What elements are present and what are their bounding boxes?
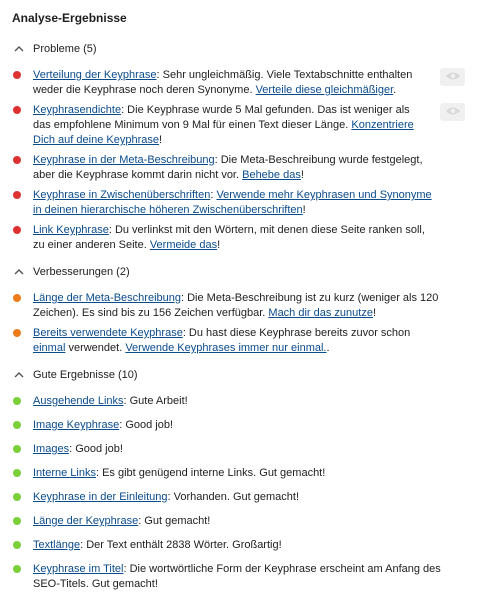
eye-icon — [445, 106, 461, 119]
status-dot-good — [13, 445, 21, 453]
inline-link[interactable]: einmal — [33, 342, 66, 354]
status-dot-good — [13, 469, 21, 477]
assessment-link[interactable]: Verteilung der Keyphrase — [33, 69, 157, 81]
list-item: Image Keyphrase: Good job! — [13, 418, 433, 433]
status-dot-problem — [13, 156, 21, 164]
status-dot-good — [13, 493, 21, 501]
list-item: Länge der Keyphrase: Gut gemacht! — [13, 514, 433, 529]
action-link[interactable]: Behebe das — [242, 169, 301, 181]
status-dot-problem — [13, 226, 21, 234]
assessment-link[interactable]: Textlänge — [33, 539, 81, 551]
assessment-link[interactable]: Images — [33, 443, 70, 455]
status-dot-problem — [13, 71, 21, 79]
action-link[interactable]: Verwende Keyphrases immer nur einmal. — [125, 342, 327, 354]
status-dot-good — [13, 421, 21, 429]
assessment-link[interactable]: Link Keyphrase — [33, 224, 109, 236]
list-item: Keyphrase im Titel: Die wortwörtliche Form der Keyphrase erscheint am Anfang des SEO-Titels. Gut gemacht! — [13, 562, 433, 592]
action-link[interactable]: Verteile diese gleichmäßiger — [255, 84, 394, 96]
action-link[interactable]: Mach dir das zunutze — [268, 307, 373, 319]
list-item: Textlänge: Der Text enthält 2838 Wörter. Großartig! — [13, 538, 433, 553]
list-item: Länge der Meta-Beschreibung: Die Meta-Beschreibung ist zu kurz (weniger als 120 Zeichen). Es sind bis zu 156 Zeichen verfügbar. Mach dir das zunutze! — [13, 291, 433, 321]
section-label: Verbesserungen (2) — [33, 266, 130, 278]
list-item: Interne Links: Es gibt genügend interne Links. Gut gemacht! — [13, 466, 433, 481]
assessment-link[interactable]: Keyphrase in der Meta-Beschreibung — [33, 154, 215, 166]
eye-icon — [445, 71, 461, 84]
status-dot-good — [13, 541, 21, 549]
list-item: Verteilung der Keyphrase: Sehr ungleichmäßig. Viele Textabschnitte enthalten weder die Keyphrase noch deren Synonyme. Verteile diese gleichmäßiger. — [13, 68, 433, 98]
status-dot-improvement — [13, 329, 21, 337]
assessment-link[interactable]: Länge der Meta-Beschreibung — [33, 292, 181, 304]
assessment-link[interactable]: Länge der Keyphrase — [33, 515, 139, 527]
status-dot-good — [13, 517, 21, 525]
status-dot-improvement — [13, 294, 21, 302]
section-toggle-improvements[interactable] — [14, 266, 130, 278]
assessment-link[interactable]: Keyphrase in Zwischenüberschriften — [33, 189, 211, 201]
highlight-toggle-button[interactable] — [440, 103, 465, 121]
list-item: Link Keyphrase: Du verlinkst mit den Wörtern, mit denen diese Seite ranken soll, zu einer anderen Seite. Vermeide das! — [13, 223, 433, 253]
list-item: Keyphrase in der Meta-Beschreibung: Die Meta-Beschreibung wurde festgelegt, aber die Keyphrase kommt darin nicht vor. Behebe das! — [13, 153, 433, 183]
action-link[interactable]: Vermeide das — [149, 239, 218, 251]
status-dot-problem — [13, 106, 21, 114]
section-label: Probleme (5) — [33, 43, 97, 55]
list-item: Ausgehende Links: Gute Arbeit! — [13, 394, 433, 409]
panel-title: Analyse-Ergebnisse — [12, 11, 127, 25]
list-item: Images: Good job! — [13, 442, 433, 457]
status-dot-good — [13, 565, 21, 573]
list-item: Keyphrase in Zwischenüberschriften: Verwende mehr Keyphrasen und Synonyme in deinen hierarchische höheren Zwischenüberschriften! — [13, 188, 433, 218]
assessment-link[interactable]: Interne Links — [33, 467, 96, 479]
chevron-up-icon — [14, 267, 24, 277]
list-item: Bereits verwendete Keyphrase: Du hast diese Keyphrase bereits zuvor schon einmal verwendet. Verwende Keyphrases immer nur einmal.. — [13, 326, 433, 356]
status-dot-good — [13, 397, 21, 405]
assessment-link[interactable]: Keyphrase in der Einleitung — [33, 491, 168, 503]
action-link[interactable]: Konzentriere Dich auf deine Keyphrase — [33, 119, 414, 146]
section-label: Gute Ergebnisse (10) — [33, 369, 138, 381]
assessment-link[interactable]: Keyphrasendichte — [33, 104, 122, 116]
action-link[interactable]: Verwende mehr Keyphrasen und Synonyme in deinen hierarchische höheren Zwischenüberschriften — [33, 189, 432, 216]
assessment-link[interactable]: Bereits verwendete Keyphrase — [33, 327, 183, 339]
assessment-link[interactable]: Keyphrase im Titel — [33, 563, 124, 575]
chevron-up-icon — [14, 370, 24, 380]
list-item: Keyphrase in der Einleitung: Vorhanden. Gut gemacht! — [13, 490, 433, 505]
section-toggle-problems[interactable] — [14, 43, 97, 55]
highlight-toggle-button[interactable] — [440, 68, 465, 86]
status-dot-problem — [13, 191, 21, 199]
chevron-up-icon — [14, 44, 24, 54]
section-toggle-good[interactable] — [14, 369, 138, 381]
assessment-link[interactable]: Image Keyphrase — [33, 419, 120, 431]
list-item: Keyphrasendichte: Die Keyphrase wurde 5 Mal gefunden. Das ist weniger als das empfohlene Minimum von 9 Mal für einen Text dieser Länge. Konzentriere Dich auf deine Keyphrase! — [13, 103, 433, 148]
assessment-link[interactable]: Ausgehende Links — [33, 395, 124, 407]
